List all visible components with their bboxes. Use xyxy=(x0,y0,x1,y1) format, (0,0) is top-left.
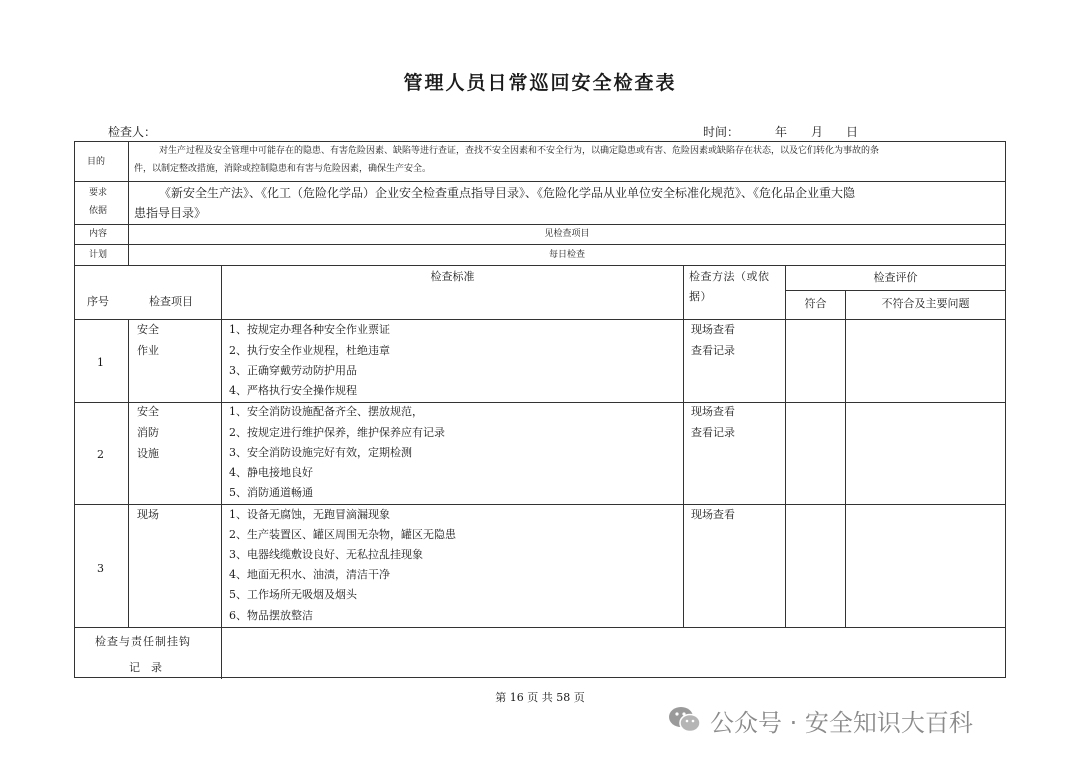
row-divider xyxy=(75,265,1005,266)
row-divider xyxy=(75,224,1005,225)
item-number: 1 xyxy=(97,356,104,369)
basis-text-line2: 患指导目录》 xyxy=(134,206,207,220)
col-header-no: 序号 xyxy=(87,295,109,308)
col-header-method: 检查方法（或依据） xyxy=(689,270,770,303)
method-line: 查看记录 xyxy=(691,426,735,439)
row-divider xyxy=(75,627,1005,628)
page-footer: 第 16 页 共 58 页 xyxy=(495,691,585,704)
standard-line: 3、安全消防设施完好有效，定期检测 xyxy=(229,446,412,459)
content-value: 见检查项目 xyxy=(544,229,590,239)
col-header-evaluation: 检查评价 xyxy=(873,271,918,284)
method-line: 现场查看 xyxy=(691,323,735,336)
col-divider xyxy=(683,265,684,627)
item-number: 2 xyxy=(97,448,104,461)
month-label: 月 xyxy=(811,125,824,139)
basis-label-line1: 要求 xyxy=(89,188,108,198)
row-divider xyxy=(75,402,1005,403)
col-divider xyxy=(128,319,129,627)
plan-label: 计划 xyxy=(89,250,108,260)
purpose-text-line2: 件，以制定整改措施，消除或控制隐患和有害与危险因素，确保生产安全。 xyxy=(134,164,432,174)
record-label-line2: 记 录 xyxy=(129,661,162,674)
col-divider xyxy=(221,265,222,679)
standard-line: 1、安全消防设施配备齐全、摆放规范， xyxy=(229,405,423,418)
col-header-item: 检查项目 xyxy=(149,295,193,308)
col-divider xyxy=(785,265,786,627)
method-line: 现场查看 xyxy=(691,508,735,521)
item-name: 现场 xyxy=(137,508,159,521)
standard-line: 3、电器线缆敷设良好、无私拉乱挂现象 xyxy=(229,548,423,561)
basis-text-line1: 《新安全生产法》、《化工（危险化学品）企业安全检查重点指导目录》、《危险化学品从业单位安全标准化规范》、《危化品企业重大隐 xyxy=(159,186,856,200)
method-line: 查看记录 xyxy=(691,344,735,357)
standard-line: 2、生产装置区、罐区周围无杂物，罐区无隐患 xyxy=(229,528,456,541)
col-header-standard: 检查标准 xyxy=(430,270,475,283)
inspector-label: 检查人： xyxy=(108,125,157,139)
standard-line: 4、严格执行安全操作规程 xyxy=(229,384,357,397)
year-label: 年 xyxy=(775,125,788,139)
row-divider xyxy=(75,181,1005,182)
time-label: 时间： xyxy=(703,125,740,139)
item-name: 设施 xyxy=(137,447,159,460)
col-header-comply: 符合 xyxy=(804,297,827,310)
plan-value: 每日检查 xyxy=(548,250,585,260)
item-name: 安全 xyxy=(137,323,159,336)
standard-line: 1、按规定办理各种安全作业票证 xyxy=(229,323,390,336)
standard-line: 1、设备无腐蚀，无跑冒滴漏现象 xyxy=(229,508,390,521)
row-divider xyxy=(75,504,1005,505)
watermark-text: 公众号 · 安全知识大百科 xyxy=(710,708,973,737)
item-name: 作业 xyxy=(137,344,159,357)
standard-line: 6、物品摆放整洁 xyxy=(229,609,313,622)
row-divider xyxy=(75,319,1005,320)
inspection-table xyxy=(74,141,1006,678)
standard-line: 5、工作场所无吸烟及烟头 xyxy=(229,588,357,601)
item-number: 3 xyxy=(97,562,104,575)
col-divider xyxy=(845,290,846,627)
content-label: 内容 xyxy=(89,229,108,239)
standard-line: 4、静电接地良好 xyxy=(229,466,313,479)
item-name: 消防 xyxy=(137,426,159,439)
standard-line: 3、正确穿戴劳动防护用品 xyxy=(229,364,357,377)
standard-line: 5、消防通道畅通 xyxy=(229,486,313,499)
col-divider xyxy=(128,142,129,265)
basis-label-line2: 依据 xyxy=(89,206,108,216)
standard-line: 4、地面无积水、油渍，清洁干净 xyxy=(229,568,390,581)
row-divider xyxy=(785,290,1005,291)
page-title: 管理人员日常巡回安全检查表 xyxy=(403,72,677,94)
col-header-noncomply: 不符合及主要问题 xyxy=(881,297,970,310)
watermark xyxy=(668,702,973,738)
item-name: 安全 xyxy=(137,405,159,418)
purpose-text-line1: 对生产过程及安全管理中可能存在的隐患、有害危险因素、缺陷等进行查证，查找不安全因素和不安全行为，以确定隐患或有害、危险因素或缺陷存在状态，以及它们转化为事故的条 xyxy=(159,146,880,156)
standard-line: 2、执行安全作业规程，杜绝违章 xyxy=(229,344,390,357)
day-label: 日 xyxy=(846,125,859,139)
record-label-line1: 检查与责任制挂钩 xyxy=(95,635,191,648)
row-divider xyxy=(75,244,1005,245)
standard-line: 2、按规定进行维护保养，维护保养应有记录 xyxy=(229,426,445,439)
method-line: 现场查看 xyxy=(691,405,735,418)
wechat-icon xyxy=(668,705,702,735)
purpose-label: 目的 xyxy=(87,157,106,167)
